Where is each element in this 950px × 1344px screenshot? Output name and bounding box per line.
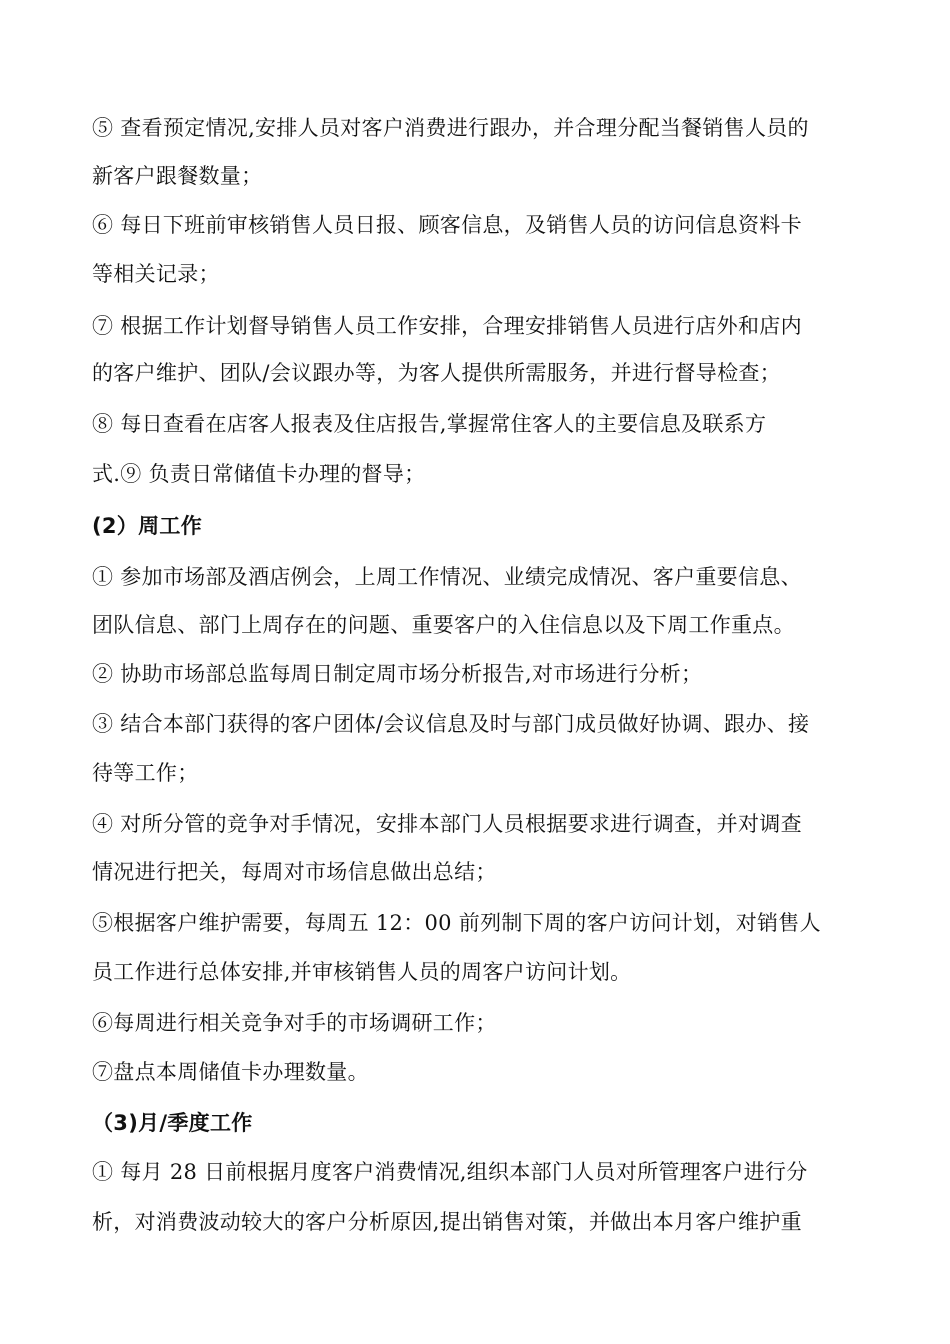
text-line: ⑧ 每日查看在店客人报表及住店报告,掌握常住客人的主要信息及联系方 — [92, 412, 767, 436]
text-line: ② 协助市场部总监每周日制定周市场分析报告,对市场进行分析； — [92, 662, 703, 686]
text-line: ④ 对所分管的竞争对手情况，安排本部门人员根据要求进行调查，并对调查 — [92, 812, 802, 836]
text-line: ⑥每周进行相关竞争对手的市场调研工作； — [92, 1011, 497, 1035]
text-line: 新客户跟餐数量； — [92, 164, 263, 188]
text-line: ⑦盘点本周储值卡办理数量。 — [92, 1060, 369, 1084]
text-line: ① 每月 28 日前根据月度客户消费情况,组织本部门人员对所管理客户进行分 — [92, 1160, 808, 1184]
text-line: ③ 结合本部门获得的客户团体/会议信息及时与部门成员做好协调、跟办、接 — [92, 712, 810, 736]
section-heading-monthly: （3)月/季度工作 — [92, 1111, 253, 1135]
text-line: 等相关记录； — [92, 262, 220, 286]
text-line: 团队信息、部门上周存在的问题、重要客户的入住信息以及下周工作重点。 — [92, 613, 795, 637]
text-line: ① 参加市场部及酒店例会，上周工作情况、业绩完成情况、客户重要信息、 — [92, 565, 802, 589]
text-line: 析，对消费波动较大的客户分析原因,提出销售对策，并做出本月客户维护重 — [92, 1210, 802, 1234]
text-line: 情况进行把关，每周对市场信息做出总结； — [92, 860, 497, 884]
section-heading-weekly: (2）周工作 — [92, 514, 203, 538]
text-line: ⑤ 查看预定情况,安排人员对客户消费进行跟办，并合理分配当餐销售人员的 — [92, 116, 809, 140]
text-line: 式.⑨ 负责日常储值卡办理的督导； — [92, 462, 426, 486]
text-line: ⑦ 根据工作计划督导销售人员工作安排，合理安排销售人员进行店外和店内 — [92, 314, 802, 338]
text-line: 的客户维护、团队/会议跟办等，为客人提供所需服务，并进行督导检查； — [92, 361, 781, 385]
text-line: ⑤根据客户维护需要，每周五 12：00 前列制下周的客户访问计划，对销售人 — [92, 911, 821, 935]
text-line: 待等工作； — [92, 761, 199, 785]
text-line: 员工作进行总体安排,并审核销售人员的周客户访问计划。 — [92, 960, 632, 984]
text-line: ⑥ 每日下班前审核销售人员日报、顾客信息，及销售人员的访问信息资料卡 — [92, 213, 802, 237]
